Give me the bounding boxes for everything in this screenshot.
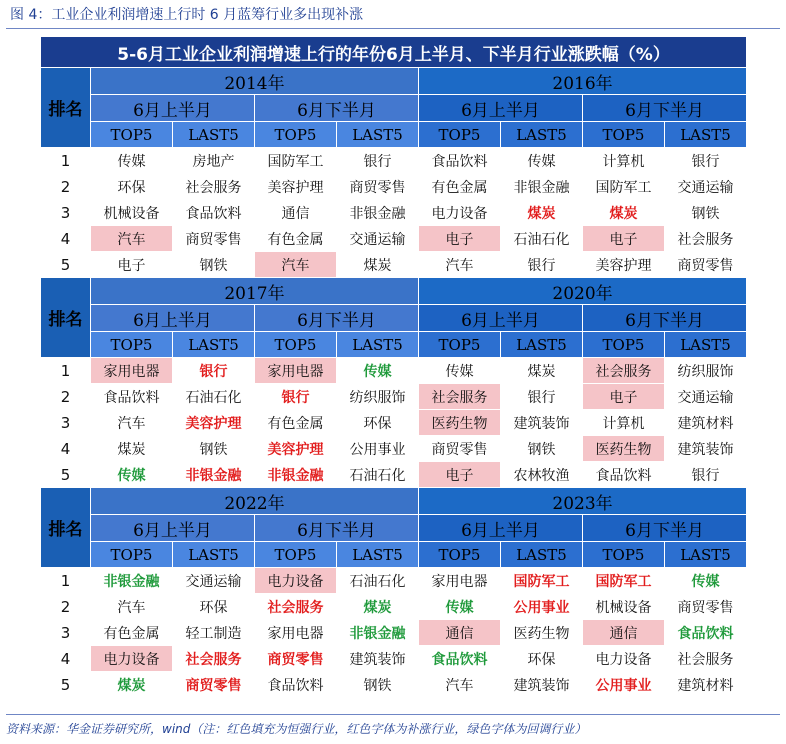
industry-ranking-table	[40, 36, 747, 698]
industry-cell: 非银金融	[337, 200, 419, 226]
last5-header: LAST5	[665, 332, 747, 358]
industry-cell: 计算机	[583, 148, 665, 174]
industry-cell: 家用电器	[255, 620, 337, 646]
industry-cell: 家用电器	[255, 358, 337, 384]
table-row	[41, 148, 747, 174]
industry-cell: 食品饮料	[583, 462, 665, 488]
industry-cell: 非银金融	[501, 174, 583, 200]
industry-cell: 有色金属	[255, 226, 337, 252]
industry-cell: 环保	[501, 646, 583, 672]
industry-cell: 汽车	[419, 252, 501, 278]
top5-header: TOP5	[583, 542, 665, 568]
industry-cell: 传媒	[419, 358, 501, 384]
industry-cell: 电子	[91, 252, 173, 278]
top5-header: TOP5	[255, 332, 337, 358]
industry-cell: 石油石化	[501, 226, 583, 252]
industry-cell: 社会服务	[665, 226, 747, 252]
table-row	[41, 462, 747, 488]
top5-header: TOP5	[91, 332, 173, 358]
industry-cell: 电力设备	[255, 568, 337, 594]
industry-cell: 煤炭	[583, 200, 665, 226]
industry-cell: 汽车	[91, 410, 173, 436]
half-month-header: 6月下半月	[255, 515, 419, 542]
year-header: 2022年	[91, 488, 419, 515]
half-month-header: 6月上半月	[91, 305, 255, 332]
industry-cell: 公用事业	[501, 594, 583, 620]
table-row	[41, 620, 747, 646]
industry-cell: 环保	[337, 410, 419, 436]
industry-cell: 食品饮料	[255, 672, 337, 698]
table-row	[41, 200, 747, 226]
industry-cell: 房地产	[173, 148, 255, 174]
industry-cell: 通信	[583, 620, 665, 646]
industry-cell: 传媒	[91, 148, 173, 174]
rank-cell: 2	[41, 594, 91, 620]
industry-cell: 电力设备	[91, 646, 173, 672]
source-note: 资料来源：华金证券研究所，wind（注：红色填充为恒强行业，红色字体为补涨行业，绿色字体为回调行业）	[6, 722, 587, 736]
industry-cell: 汽车	[91, 226, 173, 252]
last5-header: LAST5	[337, 122, 419, 148]
industry-cell: 环保	[91, 174, 173, 200]
figure-caption: 图 4：工业企业利润增速上行时 6 月蓝筹行业多出现补涨	[10, 7, 364, 23]
industry-cell: 钢铁	[337, 672, 419, 698]
rank-header: 排名	[41, 278, 91, 358]
industry-cell: 煤炭	[337, 594, 419, 620]
industry-cell: 通信	[255, 200, 337, 226]
industry-cell: 煤炭	[501, 358, 583, 384]
industry-cell: 商贸零售	[665, 594, 747, 620]
industry-cell: 煤炭	[91, 672, 173, 698]
industry-cell: 国防军工	[501, 568, 583, 594]
top5-header: TOP5	[419, 332, 501, 358]
year-header: 2017年	[91, 278, 419, 305]
half-month-header: 6月下半月	[583, 95, 747, 122]
industry-cell: 银行	[337, 148, 419, 174]
industry-cell: 非银金融	[255, 462, 337, 488]
table-row	[41, 672, 747, 698]
half-month-header: 6月下半月	[255, 305, 419, 332]
industry-cell: 电子	[419, 462, 501, 488]
industry-cell: 煤炭	[91, 436, 173, 462]
industry-cell: 美容护理	[173, 410, 255, 436]
industry-cell: 非银金融	[173, 462, 255, 488]
industry-cell: 国防军工	[583, 174, 665, 200]
industry-cell: 通信	[419, 620, 501, 646]
rank-cell: 2	[41, 384, 91, 410]
half-month-header: 6月下半月	[583, 515, 747, 542]
industry-cell: 有色金属	[91, 620, 173, 646]
last5-header: LAST5	[337, 542, 419, 568]
table-row	[41, 252, 747, 278]
year-header: 2014年	[91, 68, 419, 95]
industry-cell: 农林牧渔	[501, 462, 583, 488]
industry-cell: 石油石化	[337, 568, 419, 594]
top5-header: TOP5	[255, 122, 337, 148]
industry-cell: 钢铁	[173, 436, 255, 462]
industry-cell: 美容护理	[255, 436, 337, 462]
industry-cell: 纺织服饰	[665, 358, 747, 384]
industry-cell: 食品饮料	[665, 620, 747, 646]
rank-cell: 1	[41, 568, 91, 594]
year-header: 2020年	[419, 278, 747, 305]
industry-cell: 石油石化	[173, 384, 255, 410]
industry-cell: 国防军工	[583, 568, 665, 594]
industry-cell: 建筑装饰	[665, 436, 747, 462]
industry-cell: 家用电器	[419, 568, 501, 594]
industry-cell: 机械设备	[91, 200, 173, 226]
top5-header: TOP5	[583, 332, 665, 358]
rank-cell: 1	[41, 358, 91, 384]
half-month-header: 6月上半月	[91, 95, 255, 122]
last5-header: LAST5	[173, 332, 255, 358]
top5-header: TOP5	[583, 122, 665, 148]
table-row	[41, 174, 747, 200]
industry-cell: 交通运输	[173, 568, 255, 594]
industry-cell: 电子	[583, 226, 665, 252]
industry-cell: 煤炭	[501, 200, 583, 226]
industry-cell: 商贸零售	[255, 646, 337, 672]
table-row	[41, 226, 747, 252]
year-header: 2016年	[419, 68, 747, 95]
industry-cell: 汽车	[91, 594, 173, 620]
industry-cell: 银行	[255, 384, 337, 410]
rank-cell: 4	[41, 436, 91, 462]
half-month-header: 6月上半月	[419, 515, 583, 542]
industry-cell: 社会服务	[173, 174, 255, 200]
half-month-header: 6月上半月	[419, 305, 583, 332]
industry-cell: 建筑材料	[665, 410, 747, 436]
table-row	[41, 358, 747, 384]
industry-cell: 交通运输	[665, 384, 747, 410]
industry-cell: 商贸零售	[419, 436, 501, 462]
industry-cell: 煤炭	[337, 252, 419, 278]
top5-header: TOP5	[419, 122, 501, 148]
industry-cell: 石油石化	[337, 462, 419, 488]
top5-header: TOP5	[255, 542, 337, 568]
industry-cell: 机械设备	[583, 594, 665, 620]
rank-cell: 5	[41, 672, 91, 698]
industry-cell: 银行	[173, 358, 255, 384]
industry-cell: 建筑材料	[665, 672, 747, 698]
table-row	[41, 594, 747, 620]
last5-header: LAST5	[173, 122, 255, 148]
industry-cell: 电子	[583, 384, 665, 410]
top5-header: TOP5	[419, 542, 501, 568]
industry-cell: 银行	[665, 148, 747, 174]
industry-cell: 食品饮料	[419, 646, 501, 672]
industry-cell: 商贸零售	[337, 174, 419, 200]
industry-cell: 环保	[173, 594, 255, 620]
rank-cell: 5	[41, 252, 91, 278]
rank-cell: 4	[41, 646, 91, 672]
industry-cell: 电子	[419, 226, 501, 252]
industry-cell: 银行	[501, 252, 583, 278]
industry-cell: 传媒	[419, 594, 501, 620]
industry-cell: 钢铁	[501, 436, 583, 462]
industry-cell: 有色金属	[419, 174, 501, 200]
industry-cell: 非银金融	[91, 568, 173, 594]
industry-cell: 汽车	[419, 672, 501, 698]
last5-header: LAST5	[665, 542, 747, 568]
footer-divider	[6, 714, 780, 715]
industry-cell: 传媒	[91, 462, 173, 488]
table-row	[41, 646, 747, 672]
last5-header: LAST5	[173, 542, 255, 568]
table-row	[41, 384, 747, 410]
industry-cell: 建筑装饰	[501, 410, 583, 436]
industry-cell: 社会服务	[583, 358, 665, 384]
industry-cell: 交通运输	[337, 226, 419, 252]
industry-cell: 非银金融	[337, 620, 419, 646]
industry-cell: 医药生物	[501, 620, 583, 646]
industry-cell: 食品饮料	[91, 384, 173, 410]
industry-cell: 社会服务	[419, 384, 501, 410]
last5-header: LAST5	[665, 122, 747, 148]
last5-header: LAST5	[501, 332, 583, 358]
industry-cell: 传媒	[665, 568, 747, 594]
industry-cell: 电力设备	[419, 200, 501, 226]
industry-cell: 社会服务	[173, 646, 255, 672]
rank-cell: 2	[41, 174, 91, 200]
industry-cell: 社会服务	[665, 646, 747, 672]
industry-cell: 纺织服饰	[337, 384, 419, 410]
industry-cell: 国防军工	[255, 148, 337, 174]
industry-cell: 有色金属	[255, 410, 337, 436]
industry-cell: 钢铁	[173, 252, 255, 278]
industry-cell: 医药生物	[419, 410, 501, 436]
half-month-header: 6月下半月	[255, 95, 419, 122]
last5-header: LAST5	[501, 122, 583, 148]
industry-cell: 医药生物	[583, 436, 665, 462]
rank-cell: 1	[41, 148, 91, 174]
industry-cell: 家用电器	[91, 358, 173, 384]
industry-cell: 银行	[501, 384, 583, 410]
rank-header: 排名	[41, 68, 91, 148]
industry-cell: 交通运输	[665, 174, 747, 200]
industry-cell: 商贸零售	[173, 672, 255, 698]
industry-cell: 公用事业	[583, 672, 665, 698]
industry-cell: 建筑装饰	[501, 672, 583, 698]
industry-cell: 公用事业	[337, 436, 419, 462]
rank-cell: 3	[41, 410, 91, 436]
rank-cell: 3	[41, 620, 91, 646]
industry-cell: 银行	[665, 462, 747, 488]
table-row	[41, 410, 747, 436]
industry-cell: 汽车	[255, 252, 337, 278]
industry-cell: 钢铁	[665, 200, 747, 226]
last5-header: LAST5	[501, 542, 583, 568]
top5-header: TOP5	[91, 122, 173, 148]
rank-header: 排名	[41, 488, 91, 568]
last5-header: LAST5	[337, 332, 419, 358]
industry-cell: 美容护理	[255, 174, 337, 200]
industry-cell: 计算机	[583, 410, 665, 436]
industry-cell: 传媒	[501, 148, 583, 174]
top5-header: TOP5	[91, 542, 173, 568]
rank-cell: 3	[41, 200, 91, 226]
rank-cell: 5	[41, 462, 91, 488]
industry-cell: 商贸零售	[665, 252, 747, 278]
industry-cell: 电力设备	[583, 646, 665, 672]
half-month-header: 6月上半月	[91, 515, 255, 542]
half-month-header: 6月上半月	[419, 95, 583, 122]
year-header: 2023年	[419, 488, 747, 515]
industry-cell: 食品饮料	[419, 148, 501, 174]
table-title: 5-6月工业企业利润增速上行的年份6月上半月、下半月行业涨跌幅（%）	[41, 37, 747, 68]
caption-divider	[6, 28, 780, 29]
table-row	[41, 436, 747, 462]
industry-cell: 商贸零售	[173, 226, 255, 252]
industry-cell: 社会服务	[255, 594, 337, 620]
industry-cell: 轻工制造	[173, 620, 255, 646]
industry-cell: 建筑装饰	[337, 646, 419, 672]
half-month-header: 6月下半月	[583, 305, 747, 332]
industry-cell: 食品饮料	[173, 200, 255, 226]
table-row	[41, 568, 747, 594]
industry-cell: 传媒	[337, 358, 419, 384]
industry-cell: 美容护理	[583, 252, 665, 278]
rank-cell: 4	[41, 226, 91, 252]
